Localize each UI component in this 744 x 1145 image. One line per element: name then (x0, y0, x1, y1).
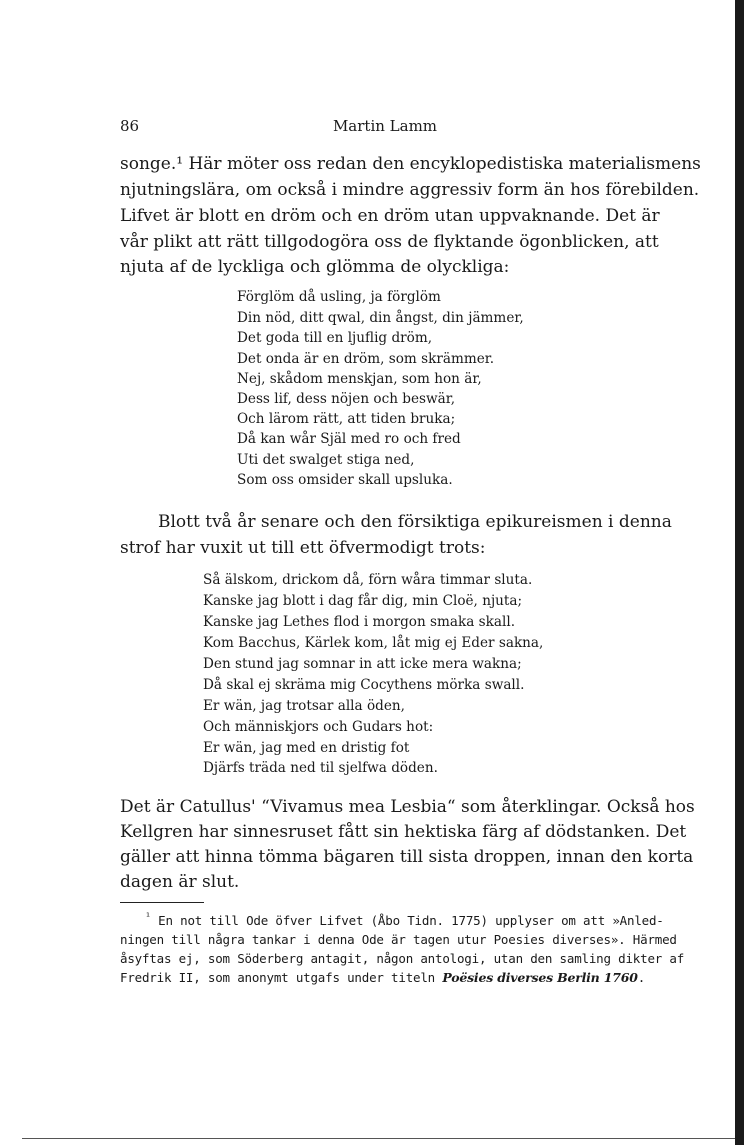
verse1-line: Dess lif, dess nöjen och beswär, (237, 391, 456, 407)
verse1-line: Det onda är en dröm, som skrämmer. (237, 351, 495, 367)
footnote-line: ningen till några tankar i denna Ode är tagen utur Poesies diverses». Härmed (120, 932, 677, 947)
page-header (120, 117, 650, 139)
paragraph1-line: vår plikt att rätt tillgodogöra oss de flyktande ögonblicken, att (120, 232, 659, 252)
paragraph2-line: strof har vuxit ut till ett öfvermodigt trots: (120, 538, 486, 558)
footnote-line (120, 969, 650, 986)
footnote-book-title: Poësies diverses Berlin 1760 (442, 970, 638, 985)
footnote-text: . (637, 970, 646, 985)
verse1-line: Din nöd, ditt qwal, din ångst, din jämmer, (237, 310, 524, 326)
verse2-line: Så älskom, drickom då, förn wåra timmar sluta. (203, 572, 533, 588)
verse2-line: Kanske jag blott i dag får dig, min Cloë, njuta; (203, 593, 523, 609)
verse1-line: Som oss omsider skall upsluka. (237, 472, 453, 488)
verse1-line: Förglöm då usling, ja förglöm (237, 289, 441, 305)
footnote-text: En not till Ode öfver Lifvet (Åbo Tidn. 1775) upplyser om att »Anled- (158, 913, 664, 928)
paragraph3-line: dagen är slut. (120, 872, 240, 892)
verse2-line: Kanske jag Lethes flod i morgon smaka skall. (203, 614, 516, 630)
paragraph1-line: njutningslära, om också i mindre aggressiv form än hos förebilden. (120, 180, 700, 200)
verse2-line: Djärfs träda ned til sjelfwa döden. (203, 760, 438, 776)
verse1-line: Uti det swalget stiga ned, (237, 452, 415, 468)
footnote-text: Fredrik II, som anonymt utgafs under titeln (120, 970, 443, 985)
verse2-line: Er wän, jag trotsar alla öden, (203, 698, 405, 714)
paragraph1-line: songe.¹ Här möter oss redan den encyklopedistiska materialismens (120, 154, 701, 174)
scan-edge-right (735, 0, 744, 1145)
verse1-line: Nej, skådom menskjan, som hon är, (237, 371, 482, 387)
verse2-line: Kom Bacchus, Kärlek kom, låt mig ej Eder sakna, (203, 635, 544, 651)
verse2-line: Den stund jag somnar in att icke mera wakna; (203, 656, 522, 672)
paragraph1-line: njuta af de lyckliga och glömma de olyckliga: (120, 257, 510, 277)
verse2-line: Er wän, jag med en dristig fot (203, 740, 410, 756)
paragraph2-line: Blott två år senare och den försiktiga epikureismen i denna (158, 512, 672, 532)
paragraph3-line: gäller att hinna tömma bägaren till sista droppen, innan den korta (120, 847, 694, 867)
footnote-line: åsyftas ej, som Söderberg antagit, någon antologi, utan den samling dikter af (120, 951, 685, 966)
footnote-rule (120, 902, 204, 903)
paragraph3-line: Kellgren har sinnesruset fått sin hektiska färg af dödstanken. Det (120, 822, 687, 842)
verse1-line: Det goda till en ljuflig dröm, (237, 330, 433, 346)
verse1-line: Och lärom rätt, att tiden bruka; (237, 411, 456, 427)
running-title: Martin Lamm (332, 117, 438, 135)
verse1-line: Då kan wår Själ med ro och fred (237, 431, 461, 447)
footnote-marker: ¹ (145, 911, 151, 923)
verse2-line: Och människjors och Gudars hot: (203, 719, 434, 735)
page-number: 86 (120, 117, 140, 135)
scan-edge-bottom (22, 1138, 735, 1139)
paragraph1-line: Lifvet är blott en dröm och en dröm utan uppvaknande. Det är (120, 206, 660, 226)
footnote-line (145, 911, 664, 929)
paragraph3-line: Det är Catullus' “Vivamus mea Lesbia“ som återklingar. Också hos (120, 797, 695, 817)
verse2-line: Då skal ej skräma mig Cocythens mörka swall. (203, 677, 525, 693)
